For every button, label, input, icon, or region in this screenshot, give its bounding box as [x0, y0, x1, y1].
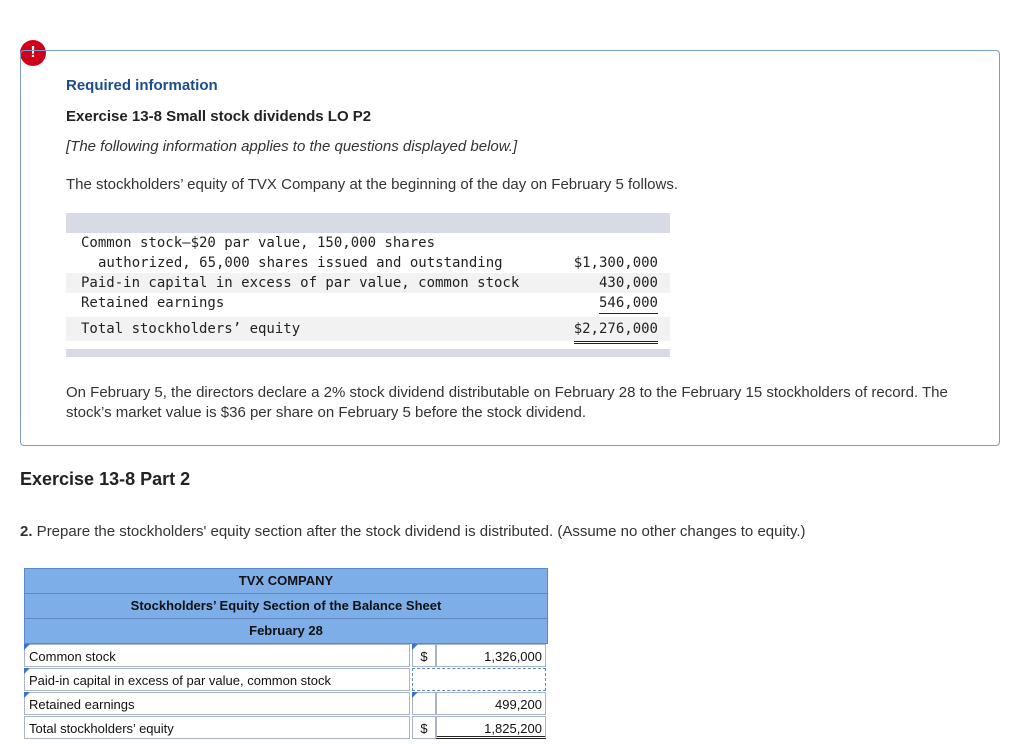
- dollar-sign: $: [412, 716, 436, 739]
- table-row: [24, 644, 548, 668]
- dividend-description: On February 5, the directors declare a 2% stock dividend distributable on February 28 to the February 15 stockholders of record. The stock’s market value is $36 per share on February 5 before the stock dividend.: [66, 384, 948, 421]
- table-row: [66, 253, 670, 273]
- row-label: Paid-in capital in excess of par value, common stock: [81, 275, 520, 291]
- paid-in-capital-amount-field[interactable]: [412, 668, 546, 691]
- table-row: [66, 233, 670, 253]
- common-stock-amount-field[interactable]: 1,326,000: [436, 644, 546, 667]
- statement-title: Stockholders’ Equity Section of the Balance Sheet: [25, 593, 547, 618]
- statement-date: February 28: [25, 618, 547, 643]
- row-amount: 430,000: [598, 275, 658, 291]
- row-amount: $1,300,000: [573, 255, 658, 271]
- row-amount: 546,000: [599, 293, 658, 314]
- part-title: Exercise 13-8 Part 2: [20, 469, 191, 489]
- required-info-title: Required information: [66, 77, 218, 94]
- table-row: [66, 273, 670, 293]
- row-amount: $2,276,000: [574, 317, 658, 344]
- intro-text: The stockholders’ equity of TVX Company at the beginning of the day on February 5 follows.: [66, 176, 679, 193]
- alert-icon: !: [20, 40, 46, 66]
- question-text: [20, 523, 806, 540]
- row-label: Total stockholders’ equity: [81, 321, 301, 337]
- initial-equity-table: [66, 213, 670, 357]
- row-label: Retained earnings: [81, 295, 225, 311]
- company-name: TVX COMPANY: [238, 573, 334, 588]
- paid-in-capital-label-field[interactable]: Paid-in capital in excess of par value, common stock: [24, 668, 410, 691]
- table-band-bottom: [66, 349, 670, 357]
- applies-note: [The following information applies to the questions displayed below.]: [66, 138, 518, 155]
- exercise-title: Exercise 13-8 Small stock dividends LO P2: [66, 108, 372, 125]
- row-label: Common stock—$20 par value, 150,000 shares: [81, 235, 436, 251]
- table-row: [24, 716, 548, 740]
- retained-earnings-amount-field[interactable]: 499,200: [436, 692, 546, 715]
- table-row: [66, 317, 670, 341]
- table-row: [66, 293, 670, 313]
- balance-sheet-form: [24, 568, 548, 740]
- table-band-top: [66, 213, 670, 233]
- row-label: authorized, 65,000 shares issued and outstanding: [98, 255, 503, 271]
- balance-sheet-header: [24, 568, 548, 644]
- question-number: 2.: [20, 523, 33, 540]
- dollar-cell[interactable]: [412, 692, 436, 715]
- total-equity-amount: 1,825,200: [436, 716, 546, 739]
- question-body: Prepare the stockholders' equity section after the stock dividend is distributed. (Assume no other changes to equity.): [32, 523, 806, 540]
- total-equity-label: Total stockholders’ equity: [24, 716, 410, 739]
- dollar-sign: $: [412, 644, 436, 667]
- table-row: [24, 692, 548, 716]
- required-information-panel: [20, 50, 1000, 446]
- common-stock-label-field[interactable]: Common stock: [24, 644, 410, 667]
- table-row: [24, 668, 548, 692]
- retained-earnings-label-field[interactable]: Retained earnings: [24, 692, 410, 715]
